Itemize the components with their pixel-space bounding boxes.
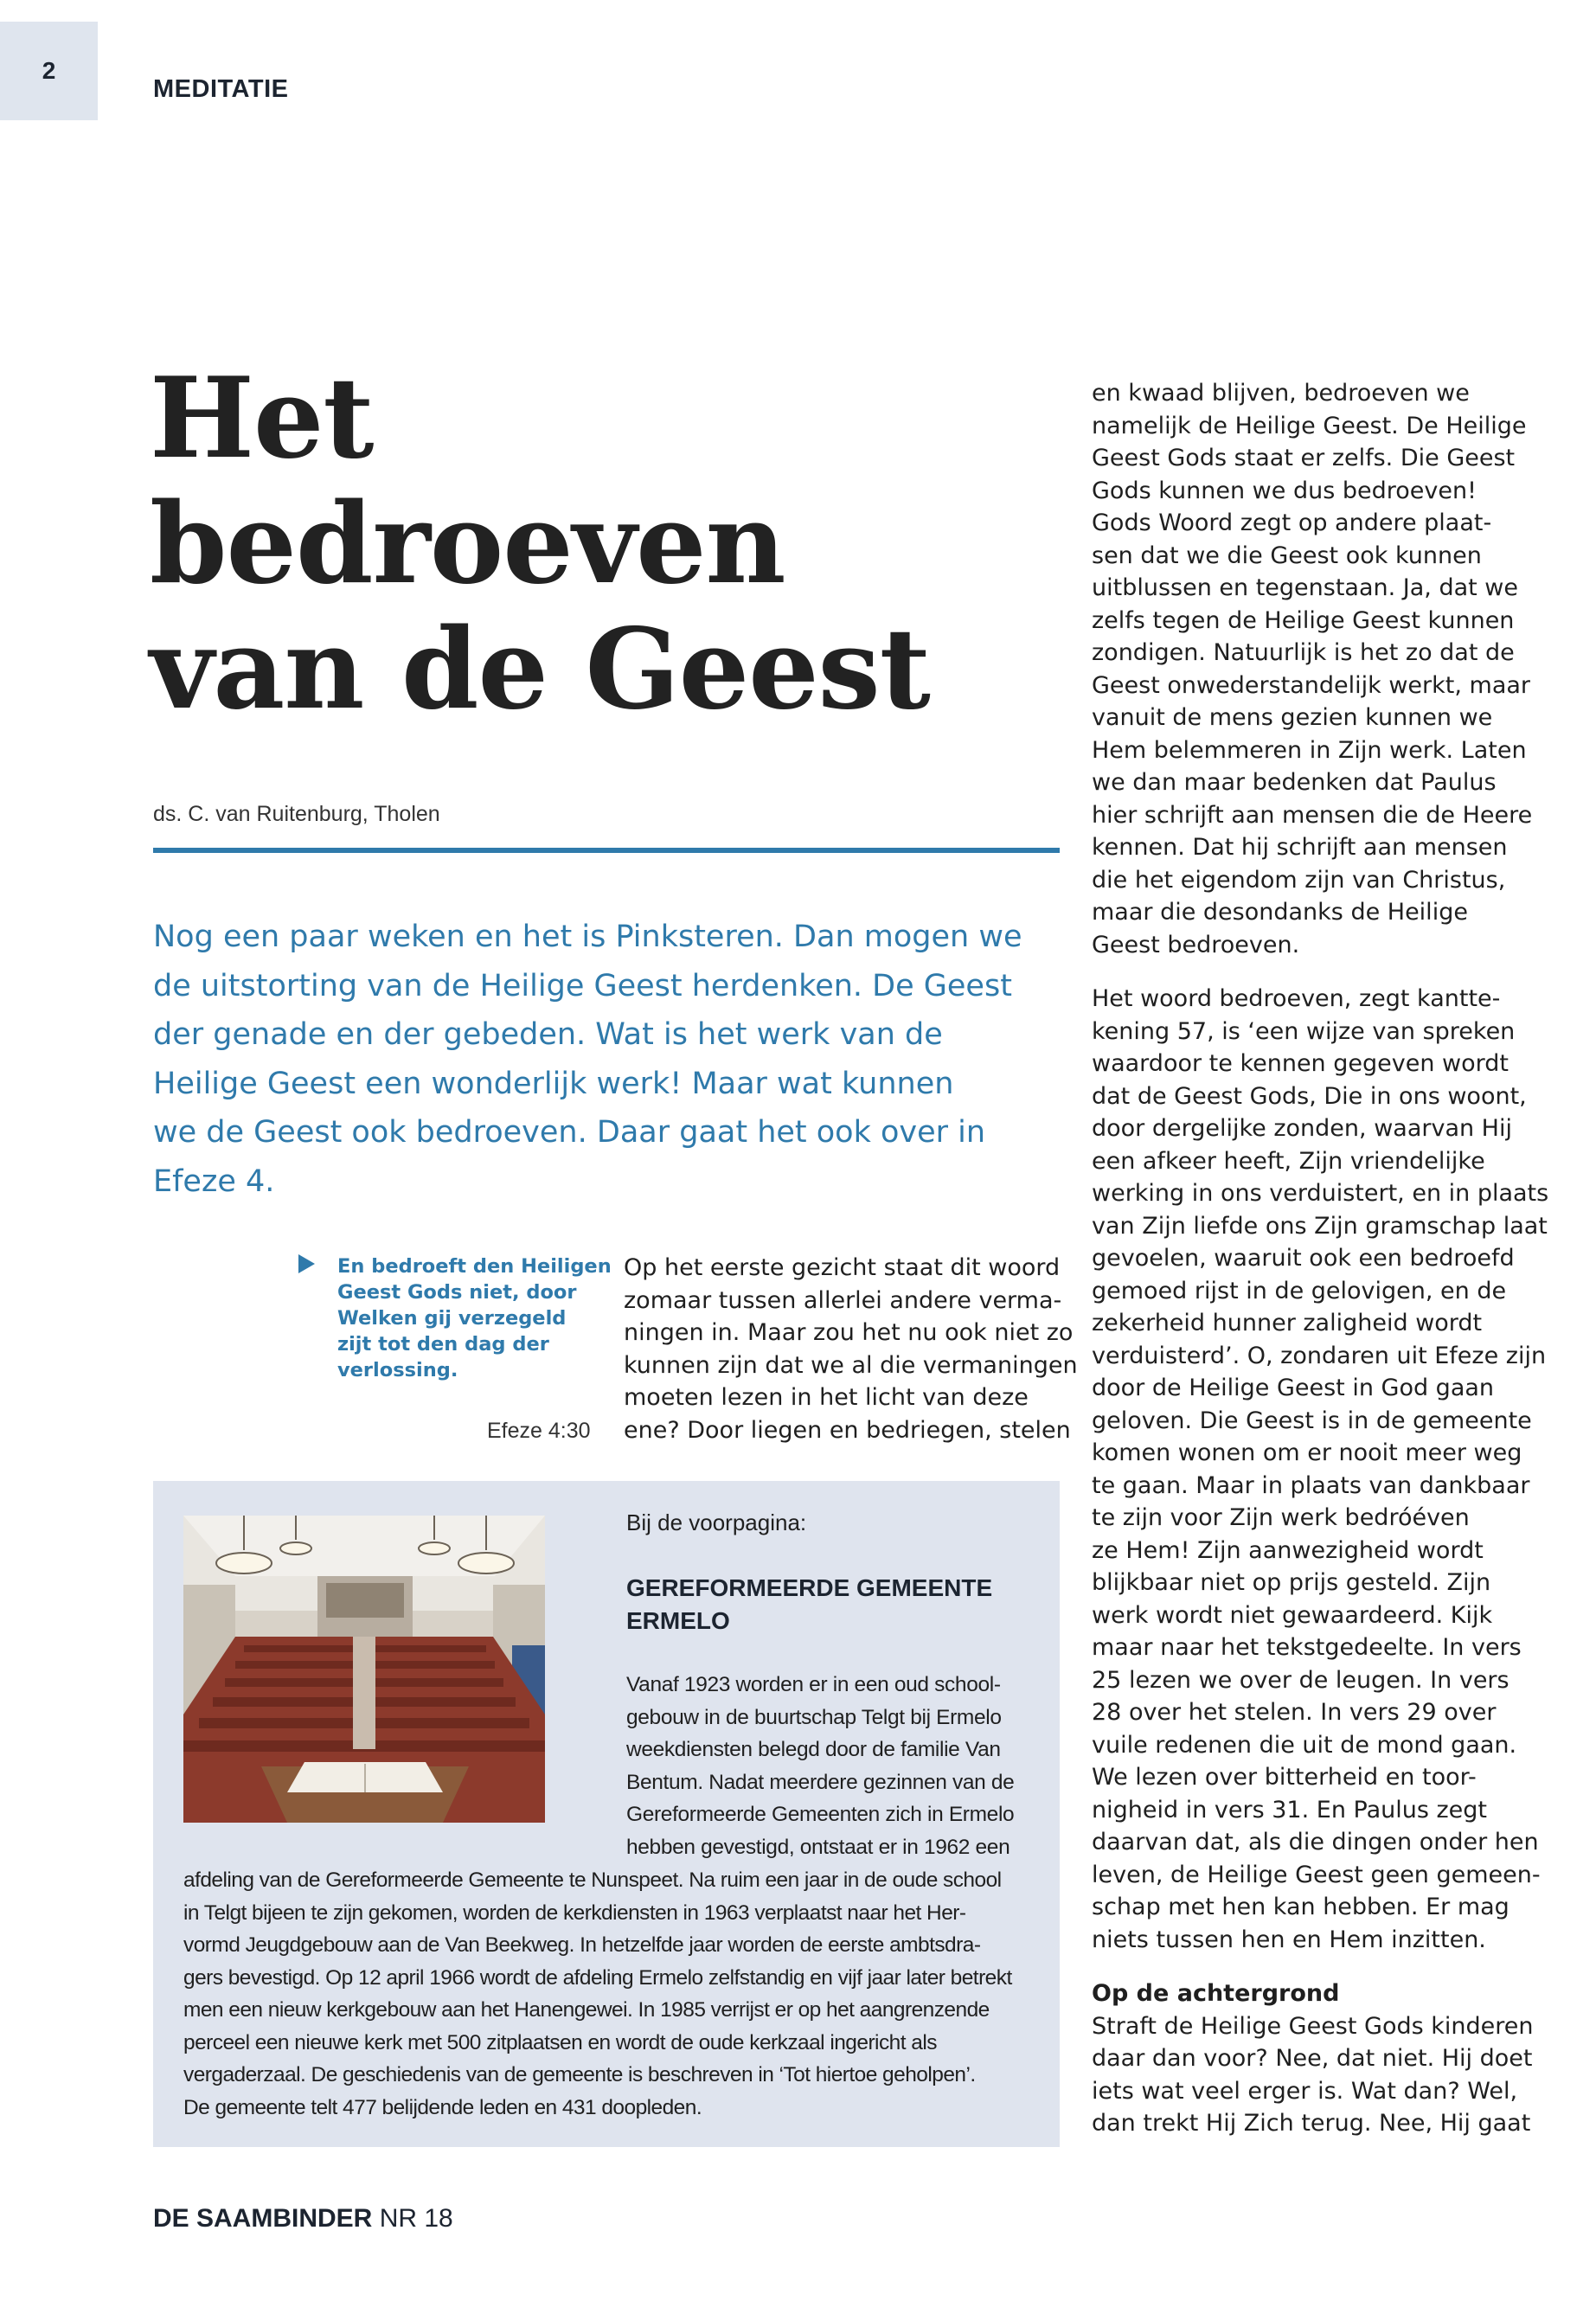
paragraph-gap xyxy=(1092,1956,1559,1977)
body-line: Op het eerste gezicht staat dit woord xyxy=(624,1254,1061,1281)
section-label: MEDITATIE xyxy=(153,75,289,103)
body-line: verduisterd’. O, zondaren uit Efeze zijn xyxy=(1092,1342,1547,1369)
box-text-line: hebben gevestigd, ontstaat er in 1962 een xyxy=(626,1835,1010,1859)
body-line: Het woord bedroeven, zegt kantte- xyxy=(1092,985,1501,1012)
quote-line: zijt tot den dag der xyxy=(337,1333,549,1356)
body-line: schap met hen kan hebben. Er mag xyxy=(1092,1894,1509,1920)
quote-line: Geest Gods niet, door xyxy=(337,1281,577,1304)
body-line: 28 over het stelen. In vers 29 over xyxy=(1092,1699,1497,1726)
body-line: dat de Geest Gods, Die in ons woont, xyxy=(1092,1082,1527,1110)
triangle-right-icon xyxy=(298,1254,315,1273)
body-line: door de Heilige Geest in God gaan xyxy=(1092,1375,1495,1401)
byline: ds. C. van Ruitenburg, Tholen xyxy=(153,802,440,826)
box-text-line: afdeling van de Gereformeerde Gemeente te Nunspeet. Na ruim een jaar in de oude school xyxy=(183,1868,1002,1892)
title-line: Het xyxy=(150,354,374,484)
body-line: daarvan dat, als die dingen onder hen xyxy=(1092,1829,1539,1856)
body-line: kening 57, is ‘een wijze van spreken xyxy=(1092,1017,1516,1045)
body-line: sen dat we die Geest ook kunnen xyxy=(1092,542,1482,569)
issue-number: NR 18 xyxy=(379,2204,453,2233)
box-text-line: weekdiensten belegd door de familie Van xyxy=(626,1738,1001,1761)
body-line: een afkeer heeft, Zijn vriendelijke xyxy=(1092,1147,1485,1175)
box-text-narrow xyxy=(626,1669,1027,1863)
box-text-line: Vanaf 1923 worden er in een oud school- xyxy=(626,1673,1001,1696)
body-line: Geest onwederstandelijk werkt, maar xyxy=(1092,671,1531,699)
body-line: nigheid in vers 31. En Paulus zegt xyxy=(1092,1796,1488,1823)
box-text-line: vergaderzaal. De geschiedenis van de gemeente is beschreven in ‘Tot hiertoe geholpen’. xyxy=(183,2063,976,2086)
page-number: 2 xyxy=(0,22,98,120)
body-line: en kwaad blijven, bedroeven we xyxy=(1092,380,1470,407)
body-line: die het eigendom zijn van Christus, xyxy=(1092,866,1506,894)
body-line: gevoelen, waaruit ook een bedroefd xyxy=(1092,1245,1515,1272)
quote-line: En bedroeft den Heiligen xyxy=(337,1255,612,1278)
box-text-line: De gemeente telt 477 belijdende leden en 431 doopleden. xyxy=(183,2095,702,2119)
body-line: vuile redenen die uit de mond gaan. xyxy=(1092,1731,1517,1759)
body-column-middle xyxy=(624,1252,1078,1446)
body-line: leven, de Heilige Geest geen gemeen- xyxy=(1092,1861,1541,1888)
body-line: Geest bedroeven. xyxy=(1092,931,1300,958)
body-line: kennen. Dat hij schrijft aan mensen xyxy=(1092,834,1508,861)
bible-quote xyxy=(337,1253,612,1383)
footer xyxy=(153,2204,453,2234)
body-line: We lezen over bitterheid en toor- xyxy=(1092,1764,1477,1791)
body-line: te zijn voor Zijn werk bedróéven xyxy=(1092,1504,1470,1531)
body-line: geloven. Die Geest is in de gemeente xyxy=(1092,1407,1532,1434)
intro-line: Efeze 4. xyxy=(153,1163,275,1199)
body-line: Geest Gods staat er zelfs. Die Geest xyxy=(1092,445,1516,471)
title-divider xyxy=(153,848,1060,853)
body-line: dan trekt Hij Zich terug. Nee, Hij gaat xyxy=(1092,2110,1531,2137)
intro-line: der genade en der gebeden. Wat is het werk van de xyxy=(153,1017,943,1052)
body-line: komen wonen om er nooit meer weg xyxy=(1092,1439,1522,1466)
intro-line: Nog een paar weken en het is Pinksteren. Dan mogen we xyxy=(153,920,1022,954)
box-intro: Bij de voorpagina: xyxy=(626,1509,807,1535)
body-line: namelijk de Heilige Geest. De Heilige xyxy=(1092,412,1527,439)
church-interior-photo xyxy=(183,1516,545,1823)
body-line: 25 lezen we over de leugen. In vers xyxy=(1092,1666,1509,1694)
title-line: bedroeven xyxy=(150,479,785,609)
body-line: iets wat veel erger is. Wat dan? Wel, xyxy=(1092,2077,1518,2105)
box-text-line: Bentum. Nadat meerdere gezinnen van de xyxy=(626,1770,1015,1794)
body-line: moeten lezen in het licht van deze xyxy=(624,1384,1029,1411)
quote-reference: Efeze 4:30 xyxy=(487,1419,591,1443)
body-line: ningen in. Maar zou het nu ook niet zo xyxy=(624,1319,1074,1346)
quote-line: verlossing. xyxy=(337,1359,458,1381)
box-title-line: GEREFORMEERDE GEMEENTE xyxy=(626,1574,993,1601)
body-line: maar naar het tekstgedeelte. In vers xyxy=(1092,1634,1522,1661)
body-line: hier schrijft aan mensen die de Heere xyxy=(1092,801,1533,829)
box-text-line: gebouw in de buurtschap Telgt bij Ermelo xyxy=(626,1705,1002,1729)
body-line: niets tussen hen en Hem inzitten. xyxy=(1092,1926,1486,1953)
box-text-line: perceel een nieuwe kerk met 500 zitplaatsen en wordt de oude kerkzaal ingericht als xyxy=(183,2030,937,2054)
intro-paragraph xyxy=(153,913,1061,1206)
body-line: daar dan voor? Nee, dat niet. Hij doet xyxy=(1092,2045,1533,2072)
box-title xyxy=(626,1572,992,1638)
body-line: te gaan. Maar in plaats van dankbaar xyxy=(1092,1471,1530,1499)
body-line: zondigen. Natuurlijk is het zo dat de xyxy=(1092,639,1515,666)
body-line: werking in ons verduistert, en in plaats xyxy=(1092,1180,1549,1207)
title-line: van de Geest xyxy=(150,605,930,734)
body-line: ene? Door liegen en bedriegen, stelen xyxy=(624,1416,1071,1444)
body-line: zomaar tussen allerlei andere verma- xyxy=(624,1286,1062,1314)
box-text-line: men een nieuw kerkgebouw aan het Hanengewei. In 1985 verrijst er op het aangrenzende xyxy=(183,1998,990,2022)
magazine-name: DE SAAMBINDER xyxy=(153,2204,373,2233)
body-line: gemoed rijst in de gelovigen, en de xyxy=(1092,1277,1507,1304)
box-title-line: ERMELO xyxy=(626,1607,730,1634)
box-text-line: Gereformeerde Gemeenten zich in Ermelo xyxy=(626,1803,1015,1826)
body-line: van Zijn liefde ons Zijn gramschap laat xyxy=(1092,1212,1548,1240)
intro-line: Heilige Geest een wonderlijk werk! Maar wat kunnen xyxy=(153,1066,954,1101)
body-line: door dergelijke zonden, waarvan Hij xyxy=(1092,1115,1512,1142)
body-line: maar die desondanks de Heilige xyxy=(1092,899,1468,926)
article-title xyxy=(150,356,1067,733)
body-line: werk wordt niet gewaardeerd. Kijk xyxy=(1092,1601,1493,1629)
body-line: we dan maar bedenken dat Paulus xyxy=(1092,769,1497,796)
box-text-wide xyxy=(183,1864,1027,2124)
body-line: Gods kunnen we dus bedroeven! xyxy=(1092,477,1477,504)
intro-line: we de Geest ook bedroeven. Daar gaat het ook over in xyxy=(153,1115,986,1150)
body-line: zekerheid hunner zaligheid wordt xyxy=(1092,1310,1483,1336)
body-line: zelfs tegen de Heilige Geest kunnen xyxy=(1092,606,1515,634)
body-line: waardoor te kennen gegeven wordt xyxy=(1092,1050,1509,1077)
quote-line: Welken gij verzegeld xyxy=(337,1307,567,1330)
box-text-line: vormd Jeugdgebouw aan de Van Beekweg. In hetzelfde jaar worden de eerste ambtsdra- xyxy=(183,1933,981,1957)
box-text-line: in Telgt bijeen te zijn gekomen, worden de kerkdiensten in 1963 verplaatst naar het Her- xyxy=(183,1900,966,1925)
body-line: uitblussen en tegenstaan. Ja, dat we xyxy=(1092,574,1519,601)
intro-line: de uitstorting van de Heilige Geest herdenken. De Geest xyxy=(153,968,1012,1003)
body-column-right xyxy=(1092,377,1559,2140)
subheading: Op de achtergrond xyxy=(1092,1980,1340,2007)
body-line: kunnen zijn dat we al die vermaningen xyxy=(624,1351,1078,1379)
body-line: blijkbaar niet op prijs gesteld. Zijn xyxy=(1092,1569,1491,1596)
body-line: Hem belemmeren in Zijn werk. Laten xyxy=(1092,736,1527,764)
body-line: vanuit de mens gezien kunnen we xyxy=(1092,704,1493,731)
body-line: ze Hem! Zijn aanwezigheid wordt xyxy=(1092,1536,1484,1564)
body-line: Gods Woord zegt op andere plaat- xyxy=(1092,510,1492,536)
body-line: Straft de Heilige Geest Gods kinderen xyxy=(1092,2012,1534,2040)
paragraph-gap xyxy=(1092,961,1559,983)
box-text-line: gers bevestigd. Op 12 april 1966 wordt de afdeling Ermelo zelfstandig en vijf jaar later betrekt xyxy=(183,1965,1012,1990)
